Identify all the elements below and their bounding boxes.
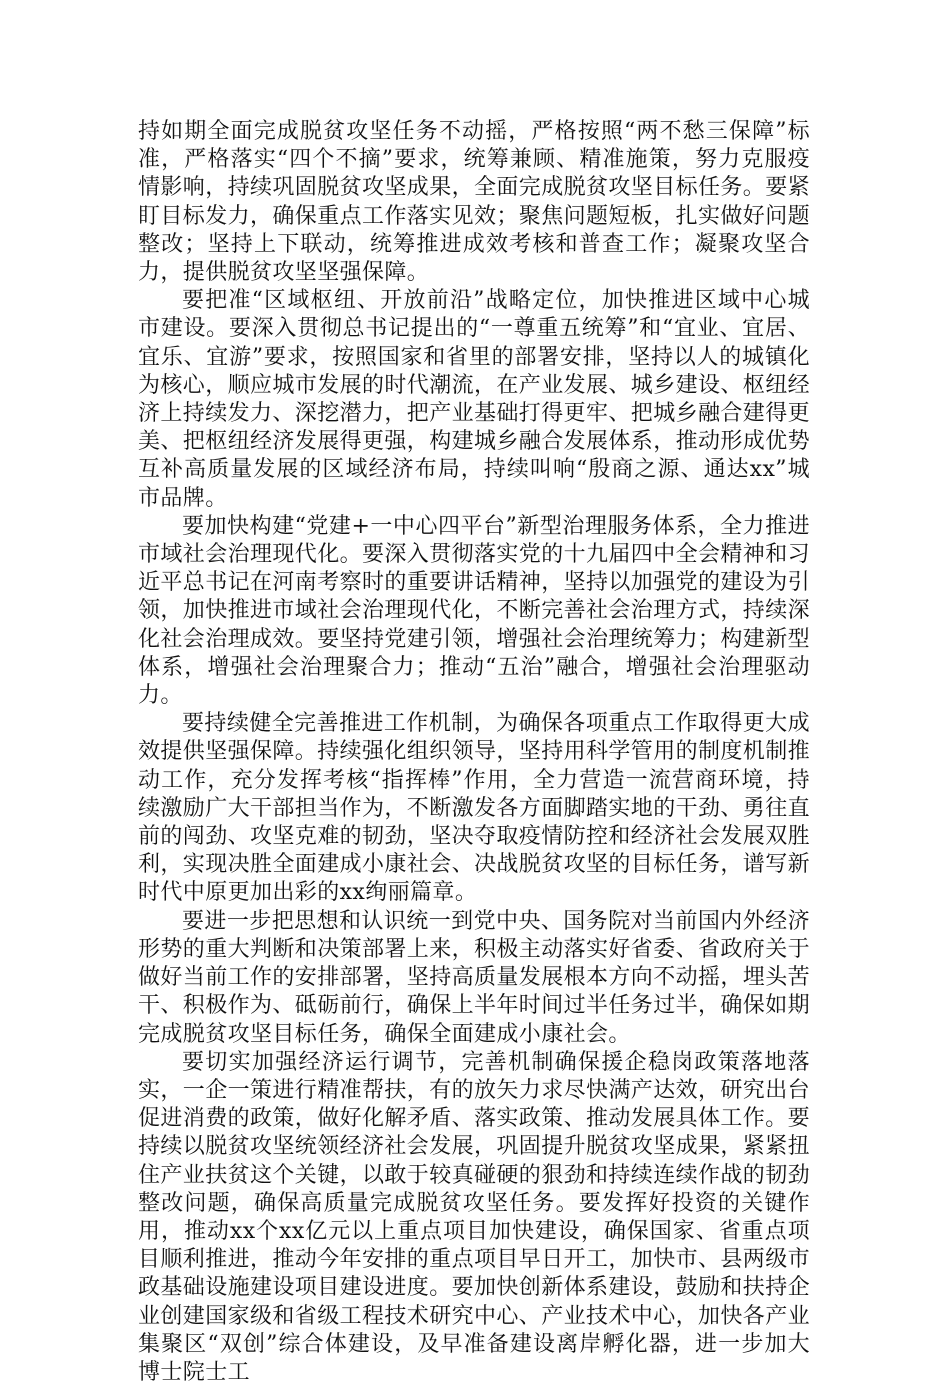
paragraph-3: 要加快构建“党建+一中心四平台”新型治理服务体系，全力推进市域社会治理现代化。要深入贯彻落实党的十九届四中全会精神和习近平总书记在河南考察时的重要讲话精神，坚持以加强党的建设为引领，加快推进市域社会治理现代化，不断完善社会治理方式，持续深化社会治理成效。要坚持党建引领，增强社会治理统筹力；构建新型体系，增强社会治理聚合力；推动“五治”融合，增强社会治理驱动力。 — [138, 513, 811, 709]
document-page — [138, 118, 810, 1387]
paragraph-2: 要把准“区域枢纽、开放前沿”战略定位，加快推进区域中心城市建设。要深入贯彻总书记提出的“一尊重五统筹”和“宜业、宜居、宜乐、宜游”要求，按照国家和省里的部署安排，坚持以人的城镇化为核心，顺应城市发展的时代潮流，在产业发展、城乡建设、枢纽经济上持续发力、深挖潜力，把产业基础打得更牢、把城乡融合建得更美、把枢纽经济发展得更强，构建城乡融合发展体系，推动形成优势互补高质量发展的区域经济布局，持续叫响“殷商之源、通达xx”城市品牌。 — [138, 288, 811, 511]
paragraph-5: 要进一步把思想和认识统一到党中央、国务院对当前国内外经济形势的重大判断和决策部署上来，积极主动落实好省委、省政府关于做好当前工作的安排部署，坚持高质量发展根本方向不动摇，埋头苦干、积极作为、砥砺前行，确保上半年时间过半任务过半，确保如期完成脱贫攻坚目标任务，确保全面建成小康社会。 — [138, 908, 811, 1047]
paragraph-1: 持如期全面完成脱贫攻坚任务不动摇，严格按照“两不愁三保障”标准，严格落实“四个不摘”要求，统筹兼顾、精准施策，努力克服疫情影响，持续巩固脱贫攻坚成果，全面完成脱贫攻坚目标任务。要紧盯目标发力，确保重点工作落实见效；聚焦问题短板，扎实做好问题整改；坚持上下联动，统筹推进成效考核和普查工作；凝聚攻坚合力，提供脱贫攻坚坚强保障。 — [138, 119, 811, 286]
paragraph-4: 要持续健全完善推进工作机制，为确保各项重点工作取得更大成效提供坚强保障。持续强化组织领导，坚持用科学管用的制度机制推动工作，充分发挥考核“指挥棒”作用，全力营造一流营商环境，持续激励广大干部担当作为，不断激发各方面脚踏实地的干劲、勇往直前的闯劲、攻坚克难的韧劲，坚决夺取疫情防控和经济社会发展双胜利，实现决胜全面建成小康社会、决战脱贫攻坚的目标任务，谱写新时代中原更加出彩的xx绚丽篇章。 — [138, 711, 811, 906]
paragraph-6: 要切实加强经济运行调节，完善机制确保援企稳岗政策落地落实，一企一策进行精准帮扶，有的放矢力求尽快满产达效，研究出台促进消费的政策，做好化解矛盾、落实政策、推动发展具体工作。要持续以脱贫攻坚统领经济社会发展，巩固提升脱贫攻坚成果，紧紧扭住产业扶贫这个关键，以敢于较真碰硬的狠劲和持续连续作战的韧劲整改问题，确保高质量完成脱贫攻坚任务。要发挥好投资的关键作用，推动xx个xx亿元以上重点项目加快建设，确保国家、省重点项目顺利推进，推动今年安排的重点项目早日开工，加快市、县两级市政基础设施建设项目建设进度。要加快创新体系建设，鼓励和扶持企业创建国家级和省级工程技术研究中心、产业技术中心，加快各产业集聚区“双创”综合体建设，及早准备建设离岸孵化器，进一步加大博士院士工 — [138, 1049, 811, 1385]
